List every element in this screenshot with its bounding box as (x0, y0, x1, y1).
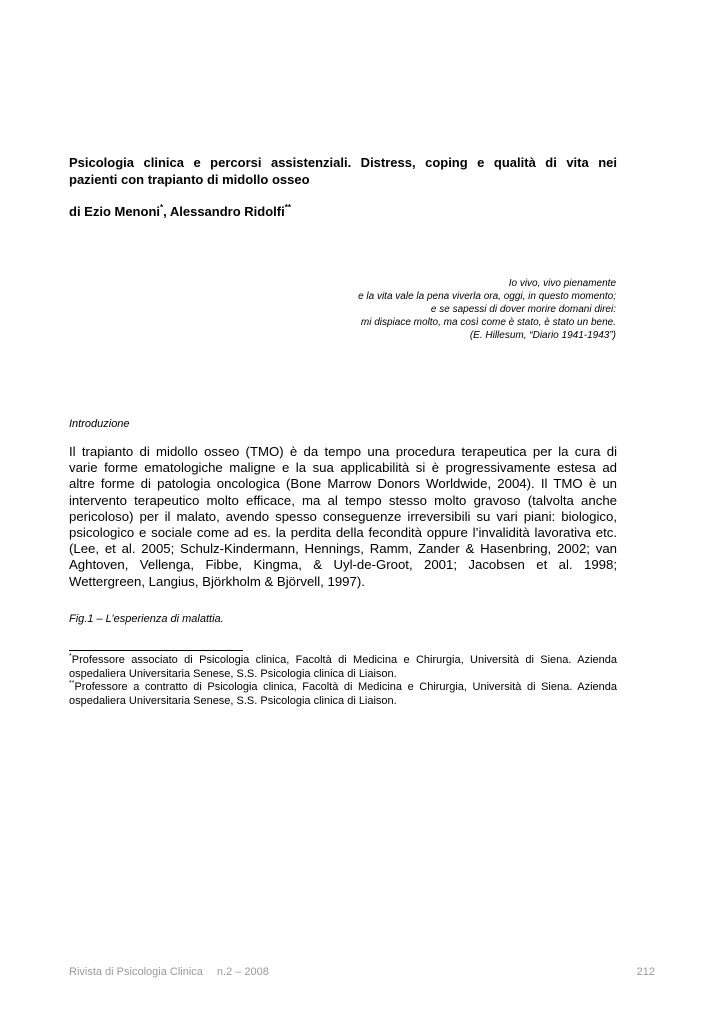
epigraph-line-2: e la vita vale la pena viverla ora, oggi, in questo momento; (358, 291, 616, 302)
footnote-2-text: Professore a contratto di Psicologia clinica, Facoltà di Medicina e Chirurgia, Università di Siena. Azienda (74, 681, 617, 693)
journal-name: Rivista di Psicologia Clinica (69, 966, 203, 978)
body-line: Wettergreen, Langius, Björkholm & Björvell, 1997). (69, 573, 365, 589)
epigraph (286, 277, 616, 342)
page-footer-journal (69, 966, 269, 978)
footnote-1-text: Professore associato di Psicologia clinica, Facoltà di Medicina e Chirurgia, Università di Siena. Azienda (71, 654, 617, 666)
epigraph-line-3: e se sapessi di dover morire domani direi: (430, 304, 616, 315)
article-title-line-1: Psicologia clinica e percorsi assistenziali. Distress, coping e qualità di vita nei (69, 155, 617, 170)
page-number: 212 (636, 966, 655, 978)
author-separator: , Alessandro Ridolfi (163, 204, 285, 219)
footnote-divider (69, 650, 243, 651)
epigraph-line-4: mi dispiace molto, ma così come è stato, è stato un bene. (360, 317, 616, 328)
footnote-1-mark: * (69, 653, 72, 660)
footnote-1-line-2: ospedaliera Universitaria Senese, S.S. Psicologia clinica di Liaison. (69, 667, 397, 680)
article-title (69, 154, 617, 188)
body-paragraph (69, 444, 617, 590)
body-line: altre forme di patologia oncologica (Bone Marrow Donors Worldwide, 2004). Il TMO è un (69, 476, 617, 492)
footnote-2-line-1 (69, 681, 617, 695)
body-line: varie forme ematologiche maligne e la sua applicabilità si è progressivamente estesa ad (69, 460, 617, 476)
journal-issue: n.2 – 2008 (216, 966, 269, 978)
footnote-2-line-2: ospedaliera Universitaria Senese, S.S. Psicologia clinica di Liaison. (69, 694, 397, 707)
body-line: (Lee, et al. 2005; Schulz-Kindermann, Hennings, Ramm, Zander & Hasenbring, 2002; van (69, 541, 617, 557)
body-line: Aghtoven, Vellenga, Fibbe, Kingma, & Uyl-de-Groot, 2001; Jacobsen et al. 1998; (69, 557, 617, 573)
author-1-footnote-mark: * (160, 203, 164, 212)
footnote-2-mark: ** (69, 680, 75, 687)
figure-caption: Fig.1 – L’esperienza di malattia. (69, 613, 224, 625)
body-line: Il trapianto di midollo osseo (TMO) è da tempo una procedura terapeutica per la cura di (69, 444, 617, 459)
body-line: psicologico e sociale come ad es. la perdita della fecondità oppure l’invalidità lavorativa etc. (69, 525, 617, 541)
author-2-footnote-mark: ** (284, 203, 291, 212)
epigraph-attribution: (E. Hillesum, “Diario 1941-1943”) (469, 330, 616, 341)
section-heading: Introduzione (69, 418, 130, 430)
author-line (69, 203, 291, 220)
footnotes (69, 654, 617, 708)
article-title-line-2: pazienti con trapianto di midollo osseo (69, 172, 310, 187)
epigraph-line-1: Io vivo, vivo pienamente (508, 278, 616, 289)
body-line: intervento terapeutico molto efficace, ma al tempo stesso molto gravoso (talvolta anche (69, 492, 617, 508)
author-prefix: di Ezio Menoni (69, 204, 160, 219)
body-line: pericoloso) per il malato, avendo spesso conseguenze irreversibili su vari piani: biologico, (69, 508, 617, 524)
footnote-1-line-1 (69, 654, 617, 668)
